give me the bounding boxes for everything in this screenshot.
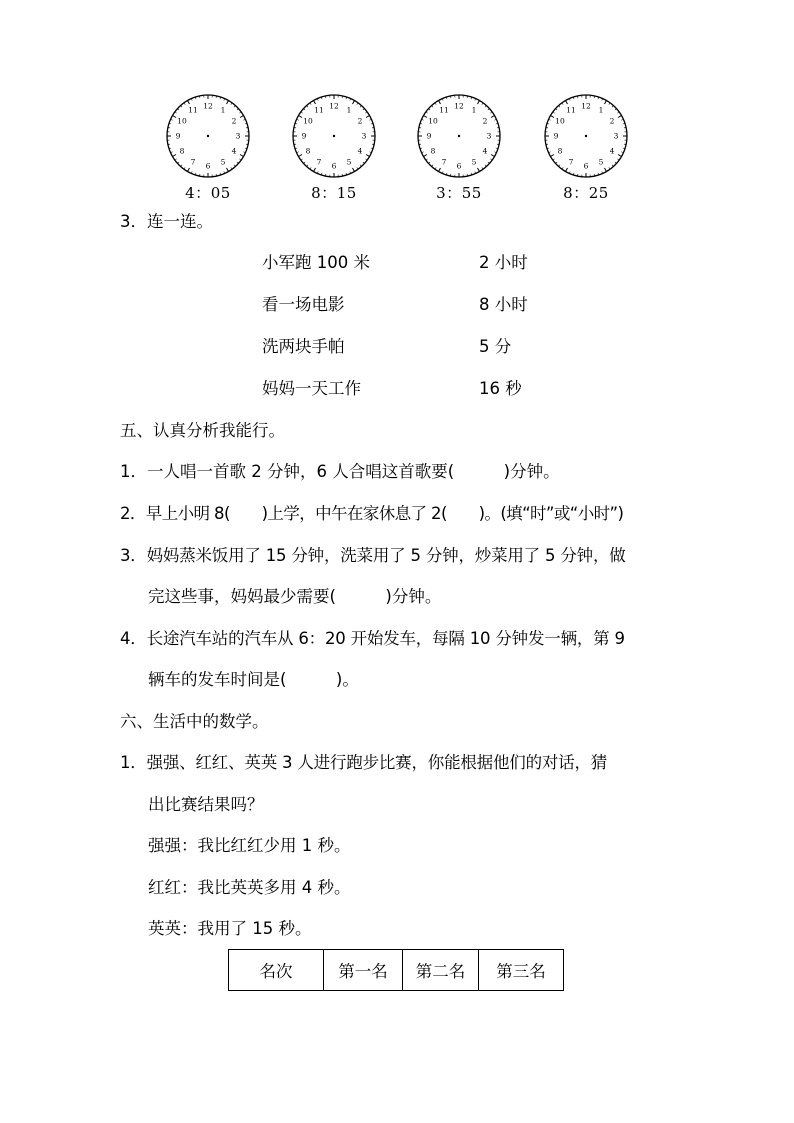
clock-number: 10 xyxy=(303,116,313,126)
section6-title: 六、生活中的数学。 xyxy=(120,712,269,731)
clock-number: 6 xyxy=(456,161,462,171)
clock-number: 7 xyxy=(316,157,322,167)
clock-number: 3 xyxy=(235,131,241,141)
clock-number: 9 xyxy=(175,131,181,141)
table-header-cell: 第三名 xyxy=(479,950,564,991)
clock-number: 12 xyxy=(203,101,213,111)
match-left-item: 妈妈一天工作 xyxy=(262,379,361,398)
clock-number: 1 xyxy=(346,105,352,115)
clock-number: 11 xyxy=(439,105,449,115)
match-section-title: 3．连一连。 xyxy=(120,212,213,231)
clock-number: 1 xyxy=(598,105,604,115)
clock-face-icon xyxy=(290,92,378,180)
clock-face-icon xyxy=(415,92,503,180)
match-right-item: 8 小时 xyxy=(479,295,528,314)
clock-number: 10 xyxy=(555,116,565,126)
clock-number: 2 xyxy=(609,116,615,126)
clock-number: 5 xyxy=(346,157,352,167)
clock-number: 5 xyxy=(220,157,226,167)
match-left-item: 小军跑 100 米 xyxy=(262,253,370,272)
clock-1 xyxy=(163,92,253,203)
clock-number: 9 xyxy=(553,131,559,141)
section5-question-4-line2: 辆车的发车时间是( )。 xyxy=(148,670,359,689)
clock-number: 4 xyxy=(357,146,363,156)
clock-number: 10 xyxy=(177,116,187,126)
clock-number: 4 xyxy=(482,146,488,156)
table-row xyxy=(229,950,564,991)
table-header-cell: 名次 xyxy=(229,950,324,991)
section5-question-1: 1．一人唱一首歌 2 分钟，6 人合唱这首歌要( )分钟。 xyxy=(120,462,560,481)
clock-number: 11 xyxy=(566,105,576,115)
clock-number: 11 xyxy=(314,105,324,115)
clock-number: 7 xyxy=(190,157,196,167)
match-left-item: 洗两块手帕 xyxy=(262,337,345,356)
clock-number: 6 xyxy=(583,161,589,171)
clock-number: 8 xyxy=(430,146,436,156)
clock-number: 12 xyxy=(581,101,591,111)
section5-question-3-line2: 完这些事，妈妈最少需要( )分钟。 xyxy=(148,587,442,606)
clock-number: 8 xyxy=(557,146,563,156)
clock-center-dot xyxy=(333,135,335,137)
clock-number: 7 xyxy=(441,157,447,167)
ranking-table xyxy=(228,949,564,991)
clock-number: 9 xyxy=(301,131,307,141)
clock-number: 12 xyxy=(454,101,464,111)
clock-number: 6 xyxy=(205,161,211,171)
match-right-item: 16 秒 xyxy=(479,379,522,398)
clock-number: 5 xyxy=(598,157,604,167)
clock-number: 4 xyxy=(231,146,237,156)
clock-number: 5 xyxy=(471,157,477,167)
section5-question-3-line1: 3．妈妈蒸米饭用了 15 分钟，洗菜用了 5 分钟，炒菜用了 5 分钟，做 xyxy=(120,546,626,565)
clock-number: 9 xyxy=(426,131,432,141)
clock-face-icon xyxy=(164,92,252,180)
section5-question-2: 2．早上小明 8( )上学，中午在家休息了 2( )。(填“时”或“小时”) xyxy=(120,504,624,523)
clock-4 xyxy=(541,92,631,203)
clock-number: 12 xyxy=(329,101,339,111)
table-header-cell: 第二名 xyxy=(403,950,479,991)
dialogue-qiangqiang: 强强：我比红红少用 1 秒。 xyxy=(148,836,351,855)
match-left-item: 看一场电影 xyxy=(262,295,345,314)
clock-face-icon xyxy=(542,92,630,180)
clock-number: 3 xyxy=(361,131,367,141)
section5-question-4-line1: 4．长途汽车站的汽车从 6：20 开始发车，每隔 10 分钟发一辆，第 9 xyxy=(120,629,625,648)
clock-number: 8 xyxy=(305,146,311,156)
clock-row xyxy=(0,92,794,202)
clock-number: 7 xyxy=(568,157,574,167)
clock-number: 3 xyxy=(613,131,619,141)
clock-number: 8 xyxy=(179,146,185,156)
clock-number: 2 xyxy=(357,116,363,126)
match-right-item: 5 分 xyxy=(479,337,512,356)
clock-center-dot xyxy=(207,135,209,137)
table-header-cell: 第一名 xyxy=(324,950,403,991)
clock-time-label: 8：15 xyxy=(311,184,357,202)
clock-3 xyxy=(414,92,504,203)
clock-time-label: 8：25 xyxy=(563,184,609,202)
clock-center-dot xyxy=(458,135,460,137)
clock-number: 2 xyxy=(482,116,488,126)
match-right-item: 2 小时 xyxy=(479,253,528,272)
clock-number: 3 xyxy=(486,131,492,141)
clock-number: 1 xyxy=(471,105,477,115)
clock-time-label: 3：55 xyxy=(436,184,482,202)
clock-center-dot xyxy=(585,135,587,137)
clock-2 xyxy=(289,92,379,203)
clock-number: 10 xyxy=(428,116,438,126)
section6-question-1-line2: 出比赛结果吗？ xyxy=(148,795,264,814)
dialogue-honghong: 红红：我比英英多用 4 秒。 xyxy=(148,878,351,897)
clock-number: 6 xyxy=(331,161,337,171)
clock-number: 2 xyxy=(231,116,237,126)
clock-number: 11 xyxy=(188,105,198,115)
clock-number: 4 xyxy=(609,146,615,156)
section6-question-1-line1: 1．强强、红红、英英 3 人进行跑步比赛，你能根据他们的对话，猜 xyxy=(120,753,608,772)
section5-title: 五、认真分析我能行。 xyxy=(120,421,285,440)
dialogue-yingying: 英英：我用了 15 秒。 xyxy=(148,919,312,938)
clock-time-label: 4：05 xyxy=(185,184,231,202)
clock-number: 1 xyxy=(220,105,226,115)
